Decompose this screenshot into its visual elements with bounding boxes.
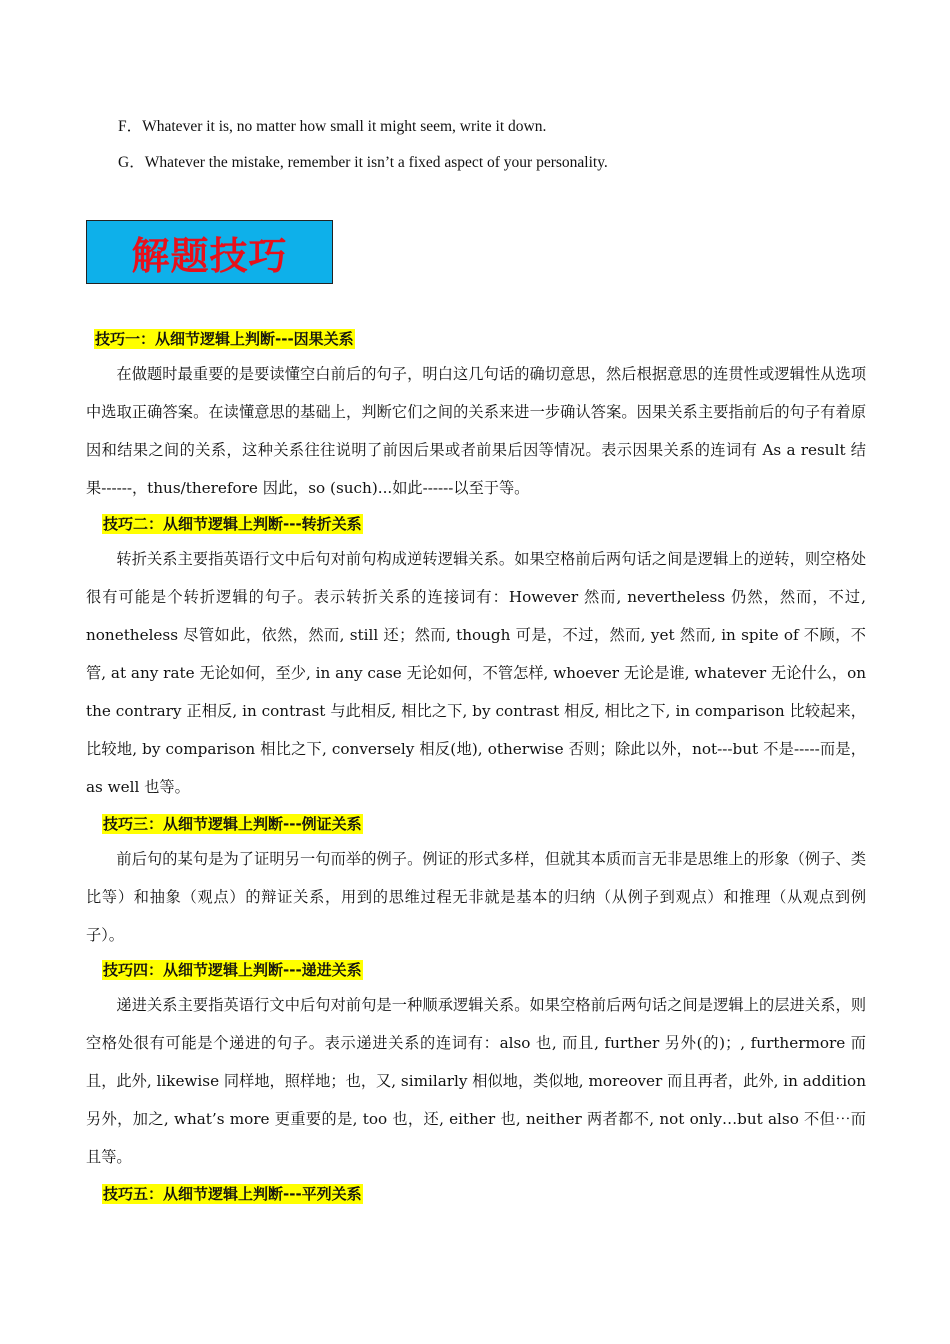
option-f: F．Whatever it is, no matter how small it might seem, write it down. bbox=[118, 118, 547, 135]
tip-4-heading: 技巧四：从细节逻辑上判断---递进关系 bbox=[103, 961, 362, 979]
section-banner bbox=[86, 220, 333, 284]
banner-title: 解题技巧 bbox=[131, 233, 288, 278]
tip-1-heading: 技巧一：从细节逻辑上判断---因果关系 bbox=[95, 330, 354, 348]
tip-5-heading: 技巧五：从细节逻辑上判断---平列关系 bbox=[103, 1185, 362, 1203]
tip-1-body: 在做题时最重要的是要读懂空白前后的句子，明白这几句话的确切意思，然后根据意思的连贯性或逻辑性从选项中选取正确答案。在读懂意思的基础上，判断它们之间的关系来进一步确认答案。因果关系主要指前后的句子有着原因和结果之间的关系，这种关系往往说明了前因后果或者前果后因等情况。表示因果关系的连词有 As a result 结果------，thus/therefore 因此，so (such)...如此------以至于等。 bbox=[86, 365, 866, 497]
option-g: G．Whatever the mistake, remember it isn’t a fixed aspect of your personality. bbox=[118, 154, 608, 171]
tip-2-heading: 技巧二：从细节逻辑上判断---转折关系 bbox=[103, 515, 362, 533]
tip-3-heading: 技巧三：从细节逻辑上判断---例证关系 bbox=[103, 815, 362, 833]
tip-3-body: 前后句的某句是为了证明另一句而举的例子。例证的形式多样，但就其本质而言无非是思维上的形象（例子、类比等）和抽象（观点）的辩证关系，用到的思维过程无非就是基本的归纳（从例子到观点）和推理（从观点到例子）。 bbox=[86, 850, 866, 944]
tip-4-body: 递进关系主要指英语行文中后句对前句是一种顺承逻辑关系。如果空格前后两句话之间是逻辑上的层进关系，则空格处很有可能是个递进的句子。表示递进关系的连词有：also 也, 而且, further 另外(的)；, furthermore 而且，此外, likewise 同样地，照样地；也，又, similarly 相似地，类似地, moreover 而且再者，此外, in addition 另外，加之, what’s more 更重要的是, too 也，还, either 也, neither 两者都不, not only…but also 不但⋯而且等。 bbox=[86, 996, 866, 1166]
tip-2-body: 转折关系主要指英语行文中后句对前句构成逆转逻辑关系。如果空格前后两句话之间是逻辑上的逆转，则空格处很有可能是个转折逻辑的句子。表示转折关系的连接词有：However 然而, nevertheless 仍然，然而，不过, nonetheless 尽管如此，依然，然而, still 还；然而, though 可是，不过，然而, yet 然而, in spite of 不顾，不管, at any rate 无论如何，至少, in any case 无论如何，不管怎样, whoever 无论是谁, whatever 无论什么，on the contrary 正相反, in contrast 与此相反, 相比之下, by contrast 相反, 相比之下, in comparison 比较起来，比较地, by comparison 相比之下, conversely 相反(地), otherwise 否则；除此以外，not---but 不是-----而是，as well 也等。 bbox=[86, 550, 866, 796]
